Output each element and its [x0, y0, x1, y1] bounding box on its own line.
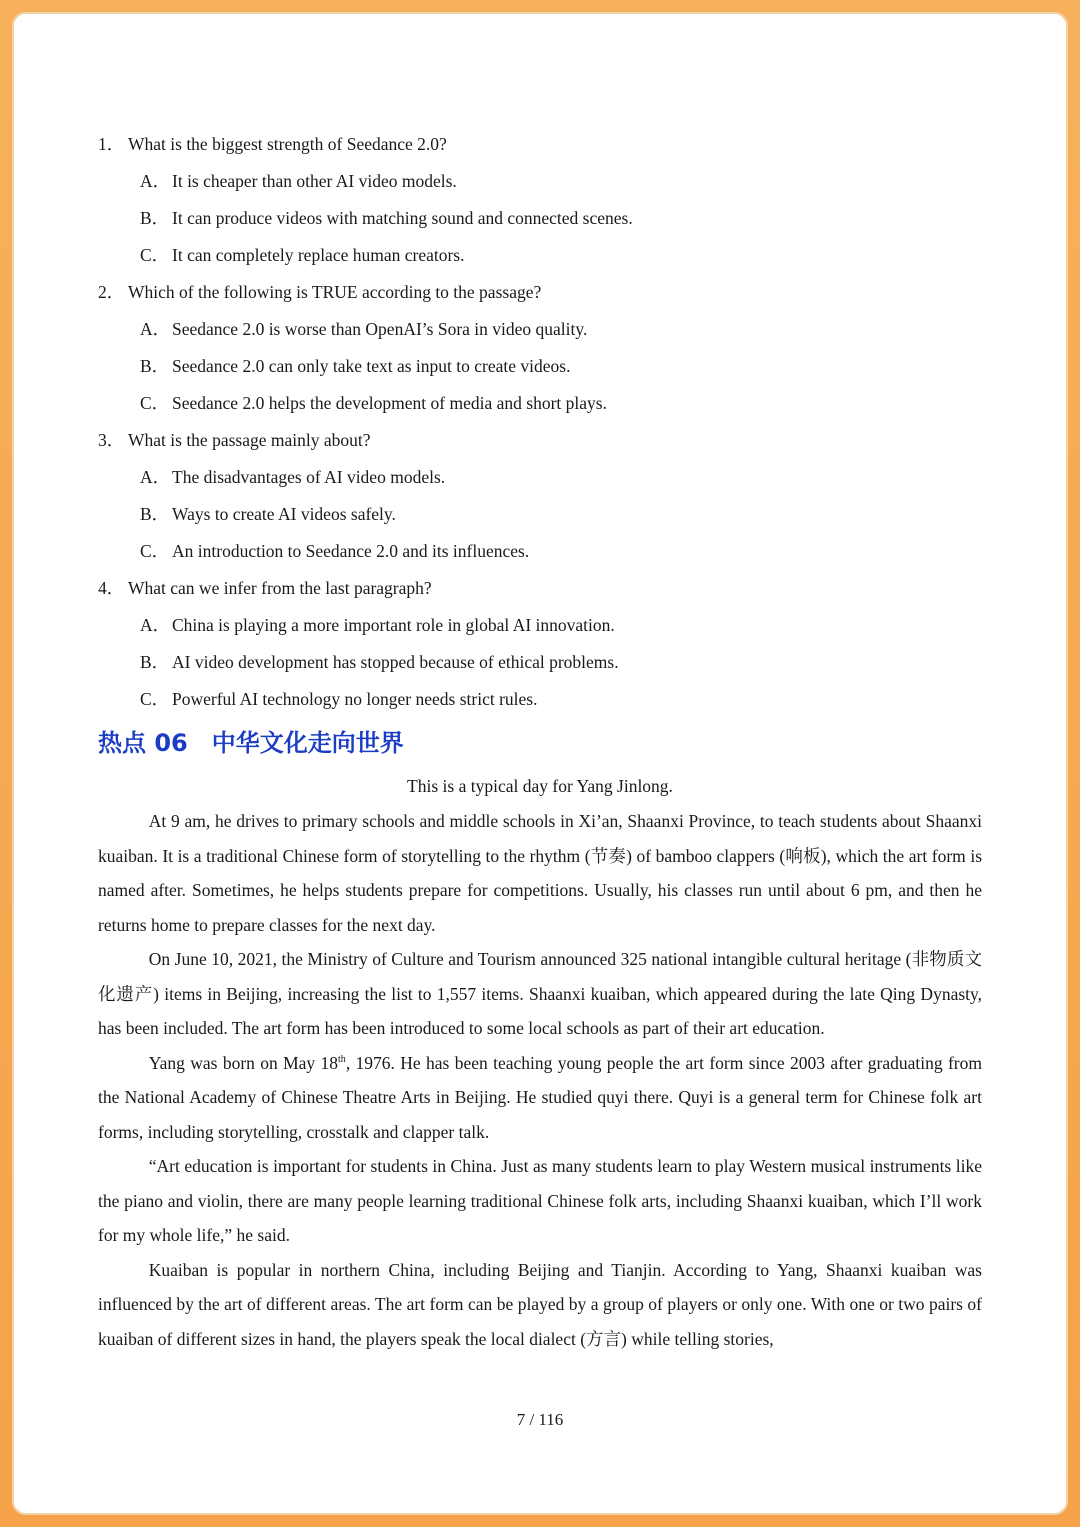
option-text: AI video development has stopped because of ethical problems. — [172, 652, 619, 672]
option — [98, 311, 982, 348]
option-letter: C． — [140, 393, 170, 413]
option — [98, 200, 982, 237]
section-code: 热点 06 — [98, 729, 188, 757]
question — [98, 422, 982, 459]
option — [98, 348, 982, 385]
option — [98, 533, 982, 570]
document-content — [98, 126, 982, 1356]
paragraph-text: Yang was born on May 18 — [148, 1052, 339, 1073]
section-title: 中华文化走向世界 — [211, 729, 404, 757]
question — [98, 126, 982, 163]
option — [98, 681, 982, 718]
question-block-1 — [98, 126, 982, 274]
ordinal-suffix: th — [338, 1053, 346, 1065]
question-number: 2． — [98, 282, 125, 302]
option — [98, 459, 982, 496]
option-letter: B． — [140, 356, 170, 376]
passage-paragraph: Kuaiban is popular in northern China, including Beijing and Tianjin. According to Yang, Shaanxi kuaiban was influenced by the art of different areas. The art form can be played by a group of players or only one. With one or two pairs of kuaiban of different sizes in hand, the players speak the local dialect (方言) while telling stories, — [98, 1259, 982, 1349]
question-block-4 — [98, 570, 982, 718]
option-text: It can produce videos with matching sound and connected scenes. — [172, 208, 633, 228]
page-number: 7 / 116 — [516, 1410, 564, 1429]
option — [98, 163, 982, 200]
option-letter: B． — [140, 504, 170, 524]
question-number: 1． — [98, 134, 125, 154]
option-letter: C． — [140, 689, 170, 709]
option-text: An introduction to Seedance 2.0 and its influences. — [172, 541, 530, 561]
option-text: It is cheaper than other AI video models. — [172, 171, 457, 191]
question-text: Which of the following is TRUE according to the passage? — [128, 282, 542, 302]
option-text: Seedance 2.0 can only take text as input to create videos. — [172, 356, 571, 376]
option — [98, 607, 982, 644]
option-text: China is playing a more important role in global AI innovation. — [172, 615, 615, 635]
question-block-2 — [98, 274, 982, 422]
question — [98, 570, 982, 607]
option — [98, 237, 982, 274]
question-text: What can we infer from the last paragraph? — [128, 578, 432, 598]
option-letter: C． — [140, 245, 170, 265]
option-letter: A． — [140, 319, 171, 339]
option-letter: A． — [140, 615, 171, 635]
passage-paragraph: At 9 am, he drives to primary schools and middle schools in Xi’an, Shaanxi Province, to teach students about Shaanxi kuaiban. It is a traditional Chinese form of storytelling to the rhythm (节奏) of bamboo clappers (响板), which the art form is named after. Sometimes, he helps students prepare for competitions. Usually, his classes run until about 6 pm, and then he returns home to prepare classes for the next day. — [98, 811, 982, 935]
passage-intro: This is a typical day for Yang Jinlong. — [407, 776, 673, 796]
option — [98, 644, 982, 681]
question-block-3 — [98, 422, 982, 570]
option — [98, 385, 982, 422]
question — [98, 274, 982, 311]
option-text: Seedance 2.0 is worse than OpenAI’s Sora in video quality. — [172, 319, 588, 339]
passage-paragraph — [98, 1046, 982, 1150]
paragraph-text: , 1976. He has been teaching young people the art form since 2003 after graduating from the National Academy of Chinese Theatre Arts in Beijing. He studied quyi there. Quyi is a general term for Chinese folk art forms, including storytelling, crosstalk and clapper talk. — [98, 1052, 982, 1142]
option-text: It can completely replace human creators. — [172, 245, 465, 265]
option-letter: A． — [140, 171, 171, 191]
option-letter: A． — [140, 467, 171, 487]
question-number: 3． — [98, 430, 125, 450]
question-text: What is the biggest strength of Seedance 2.0? — [128, 134, 447, 154]
option-text: The disadvantages of AI video models. — [172, 467, 446, 487]
passage-paragraph: “Art education is important for students in China. Just as many students learn to play Western musical instruments like the piano and violin, there are many people learning traditional Chinese folk arts, including Shaanxi kuaiban, which I’ll work for my whole life,” he said. — [98, 1156, 982, 1245]
option — [98, 496, 982, 533]
option-letter: C． — [140, 541, 170, 561]
option-text: Seedance 2.0 helps the development of media and short plays. — [172, 393, 607, 413]
passage-paragraph: On June 10, 2021, the Ministry of Culture and Tourism announced 325 national intangible cultural heritage (非物质文化遗产) items in Beijing, increasing the list to 1,557 items. Shaanxi kuaiban, which appeared during the late Qing Dynasty, has been included. The art form has been introduced to some local schools as part of their art education. — [98, 949, 982, 1038]
question-number: 4． — [98, 578, 125, 598]
option-letter: B． — [140, 652, 170, 672]
option-text: Ways to create AI videos safely. — [172, 504, 396, 524]
question-text: What is the passage mainly about? — [128, 430, 371, 450]
option-text: Powerful AI technology no longer needs strict rules. — [172, 689, 538, 709]
section-heading — [98, 718, 982, 768]
option-letter: B． — [140, 208, 170, 228]
